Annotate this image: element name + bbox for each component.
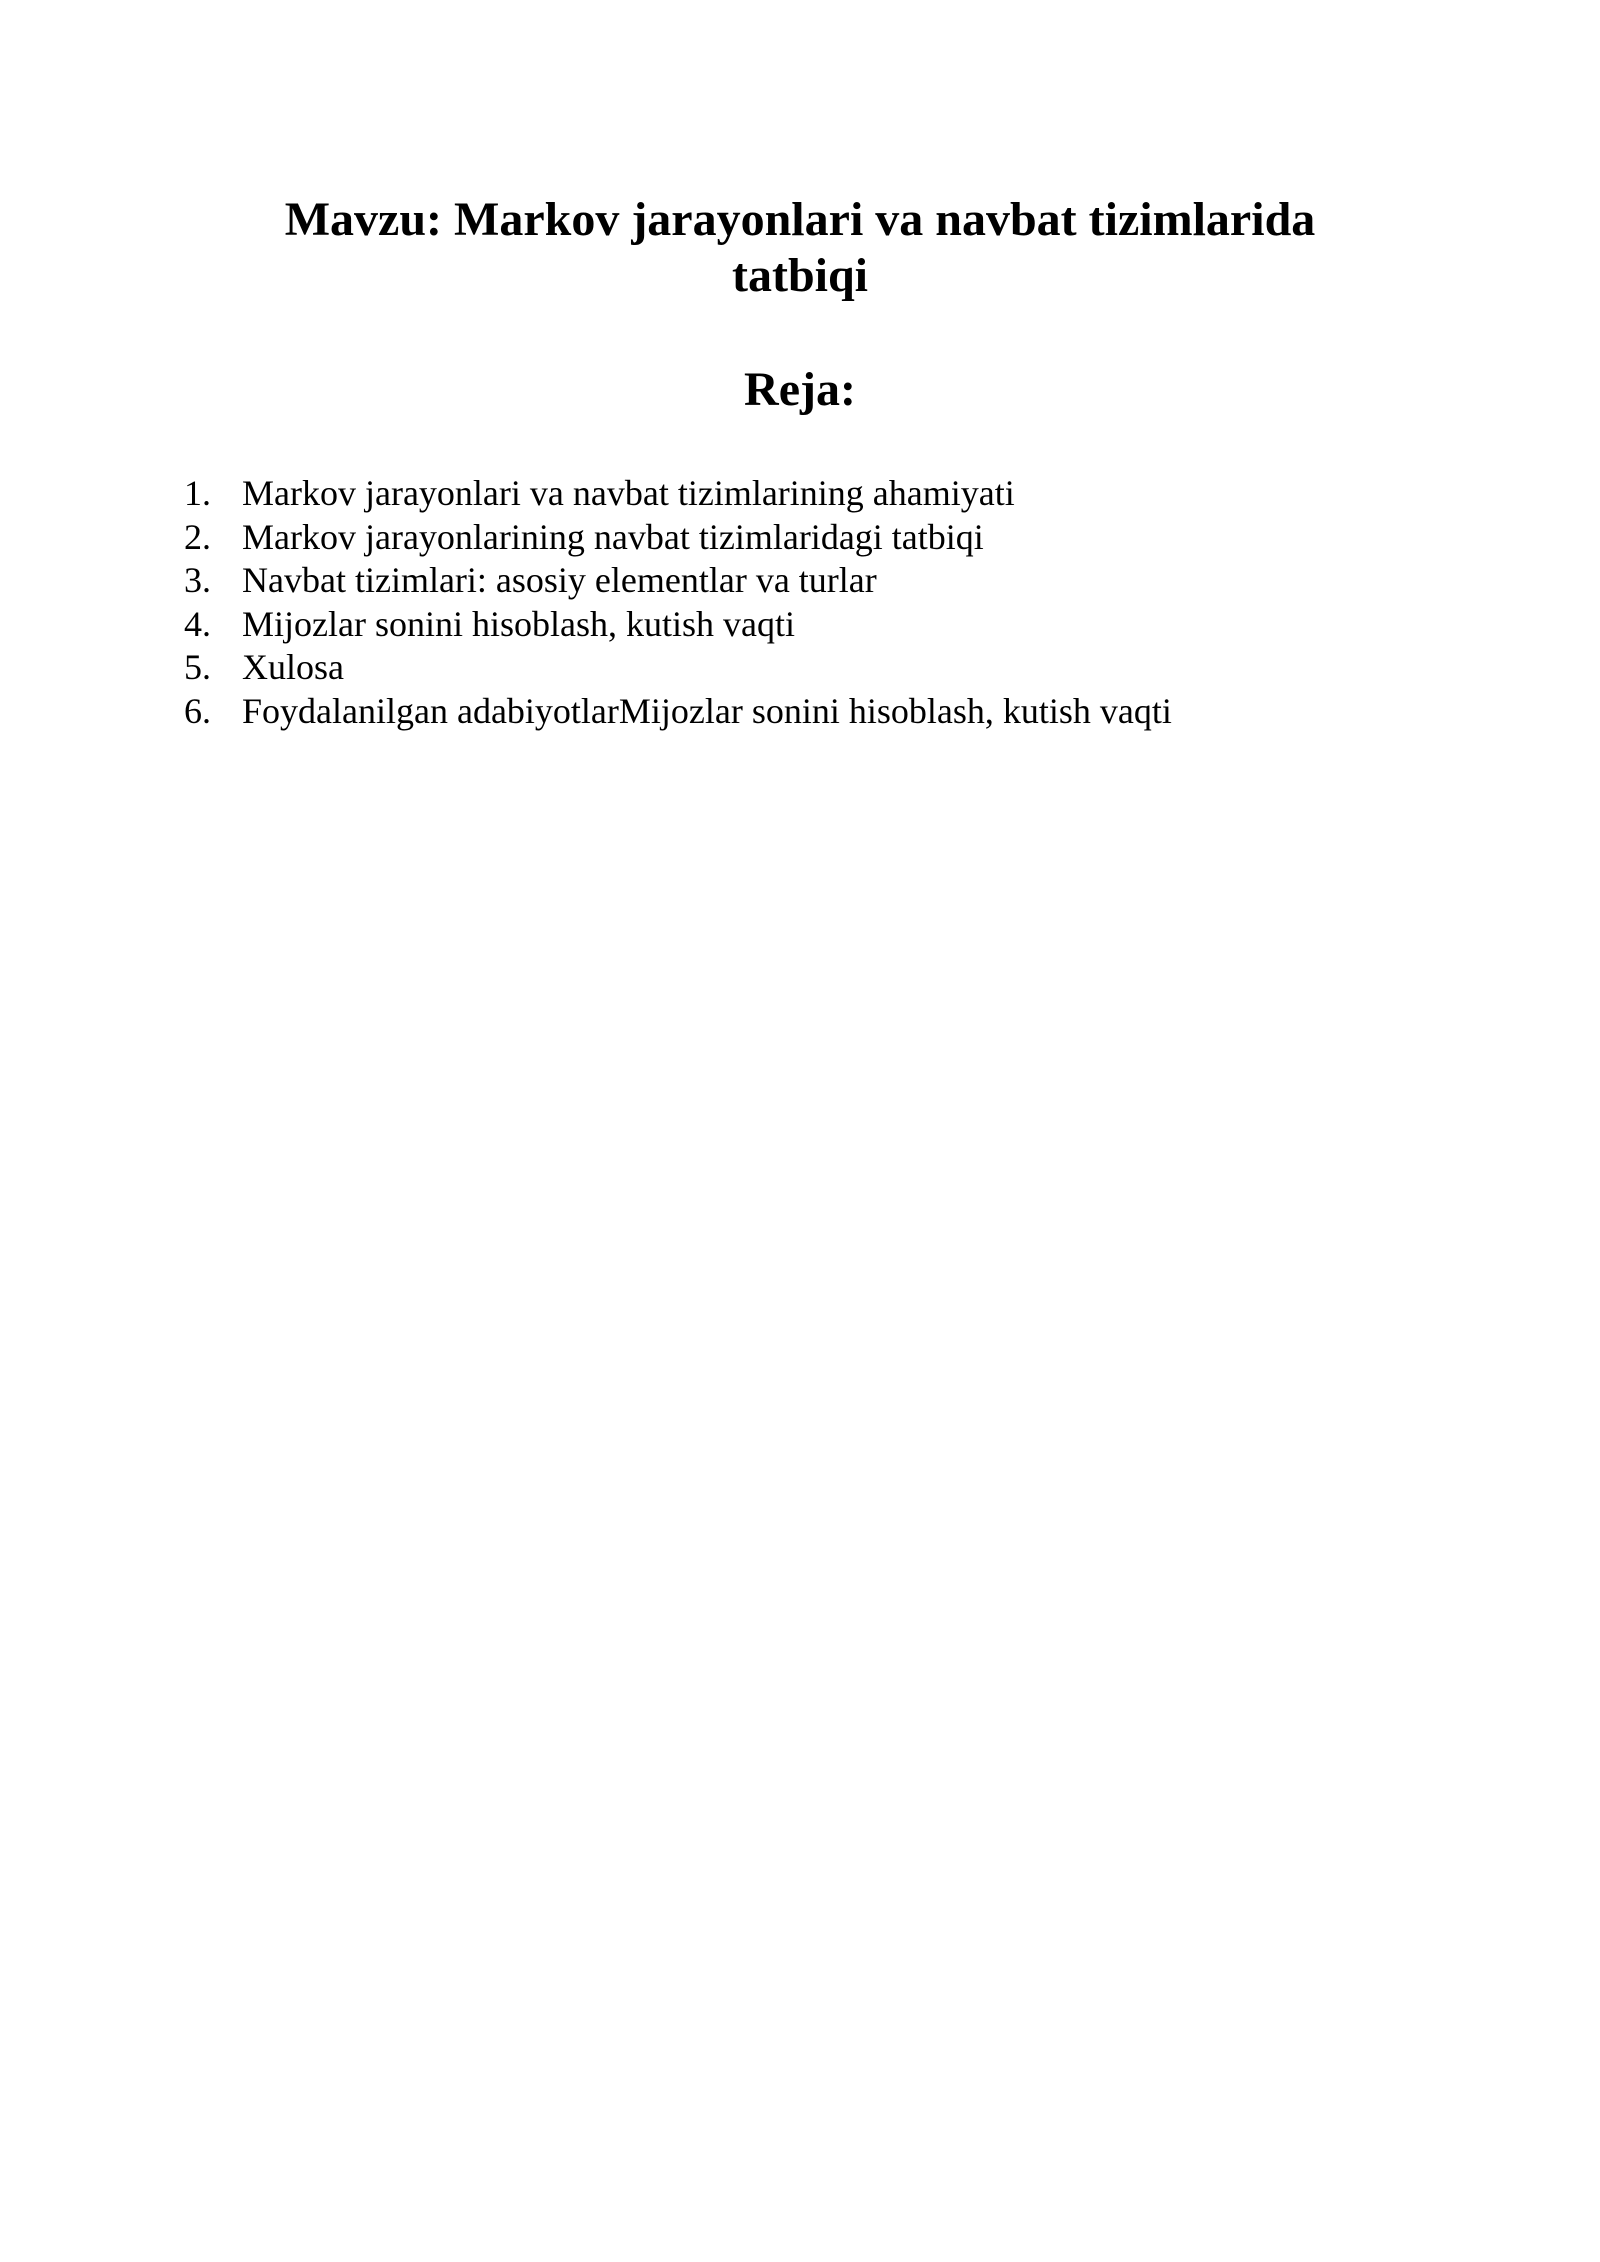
title-line-2: tatbiqi [731,249,869,302]
list-item-number: 3. [184,560,211,601]
list-item-number: 6. [184,690,211,731]
list-item-text: Xulosa [242,647,344,688]
list-item-text: Markov jarayonlarining navbat tizimlaridagi tatbiqi [242,516,984,557]
list-item [184,690,1484,734]
list-item-text: Navbat tizimlari: asosiy elementlar va turlar [242,560,877,601]
list-item [184,472,1484,516]
list-item-text: Markov jarayonlari va navbat tizimlarining ahamiyati [242,473,1015,513]
list-item [184,559,1484,603]
plan-heading: Reja: [744,363,856,416]
list-item-number: 4. [184,603,211,644]
document-title [230,192,1370,304]
list-item [184,516,1484,560]
list-item [184,646,1484,690]
list-item-number: 5. [184,647,211,688]
list-item [184,603,1484,647]
list-item-text: Foydalanilgan adabiyotlarMijozlar sonini hisoblash, kutish vaqti [242,690,1172,731]
title-line-1: Mavzu: Markov jarayonlari va navbat tizimlarida [284,193,1316,246]
list-item-number: 2. [184,516,211,557]
list-item-text: Mijozlar sonini hisoblash, kutish vaqti [242,603,795,644]
plan-list [184,472,1484,734]
list-item-number: 1. [184,473,211,513]
